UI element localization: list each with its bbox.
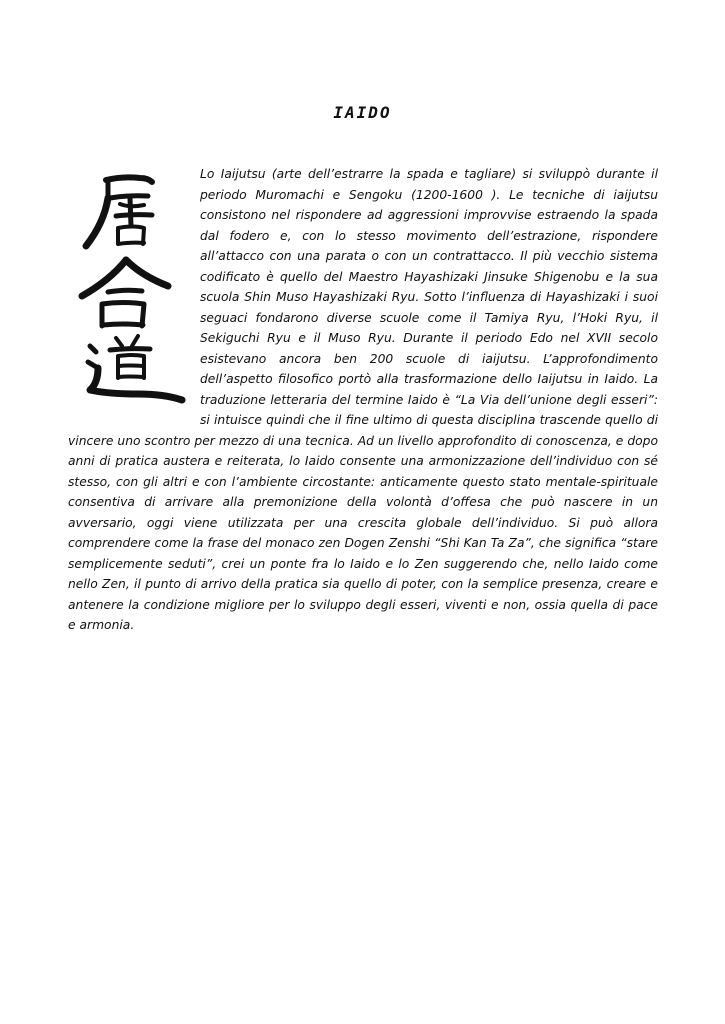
body-paragraph-container [68,164,658,636]
iaido-calligraphy-image [68,168,200,413]
document-title: IAIDO [333,103,392,122]
body-paragraph: Lo Iaijutsu (arte dell’estrarre la spada e tagliare) si sviluppò durante il periodo Muromachi e Sengoku (1200-1600 ). Le tecniche di iaijutsu consistono nel rispondere ad aggressioni improvvise estraendo la spada dal fodero e, con lo stesso movimento dell’estrazione, rispondere all’attacco con una parata o con un contrattacco. Il più vecchio sistema codificato è quello del Maestro Hayashizaki Jinsuke Shigenobu e la sua scuola Shin Muso Hayashizaki Ryu. Sotto l’influenza di Hayashizaki i suoi seguaci fondarono diverse scuole come il Tamiya Ryu, l’Hoki Ryu, il Sekiguchi Ryu e il Muso Ryu. Durante il periodo Edo nel XVII secolo esistevano ancora ben 200 scuole di iaijutsu. L’approfondimento dell’aspetto filosofico portò alla trasformazione dello Iaijutsu in Iaido. La traduzione letteraria del termine Iaido è “La Via dell’unione degli esseri”: si intuisce quindi che il fine ultimo di questa disciplina trascende quello di vincere uno scontro per mezzo di una tecnica. Ad un livello approfondito di conoscenza, e dopo anni di pratica austera e reiterata, lo Iaido consente una armonizzazione dell’individuo con sé stesso, con gli altri e con l’ambiente circostante: anticamente questo stato mentale-spirituale consentiva di arrivare alla premonizione della volontà d’offesa che può nascere in un avversario, oggi viene utilizzata per una crescita globale dell’individuo. Si può allora comprendere come la frase del monaco zen Dogen Zenshi “Shi Kan Ta Za”, che significa “stare semplicemente seduti”, crei un ponte fra lo Iaido e lo Zen suggerendo che, nello Iaido come nello Zen, il punto di arrivo della pratica sia quello di poter, con la semplice presenza, creare e antenere la condizione migliore per lo sviluppo degli esseri, viventi e non, ossia quella di pace e armonia. [68,167,658,632]
